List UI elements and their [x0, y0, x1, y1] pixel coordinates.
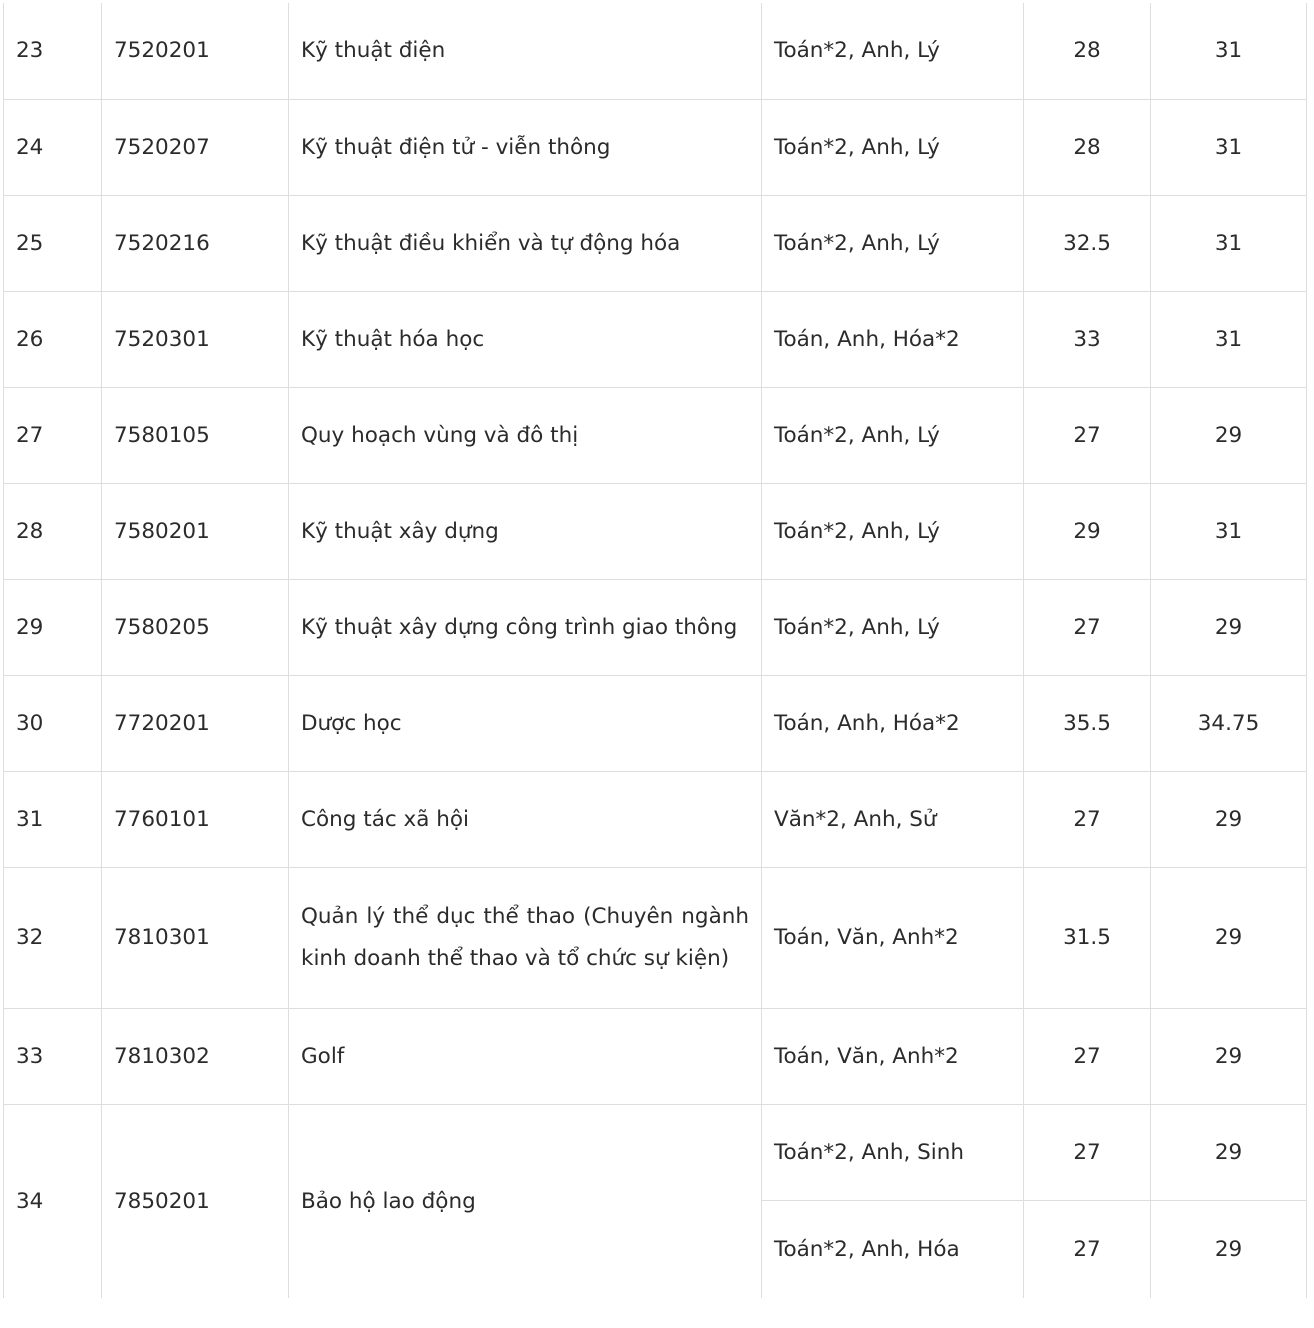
major-code-cell: 7580105: [102, 387, 289, 483]
table-row: [4, 3, 1307, 99]
major-name-cell: Kỹ thuật điều khiển và tự động hóa: [289, 195, 762, 291]
stt-cell: 26: [4, 291, 102, 387]
major-code-cell: 7580201: [102, 483, 289, 579]
table-row: [4, 579, 1307, 675]
score-cell: 27: [1024, 387, 1151, 483]
subject-combo-cell: Toán*2, Anh, Lý: [762, 3, 1024, 99]
subject-combo-cell: Toán*2, Anh, Sinh: [762, 1104, 1024, 1200]
table-row: [4, 867, 1307, 1008]
score-cell: 31.5: [1024, 867, 1151, 1008]
stt-cell: 33: [4, 1008, 102, 1104]
subject-combo-cell: Toán*2, Anh, Lý: [762, 195, 1024, 291]
major-name-cell: Bảo hộ lao động: [289, 1104, 762, 1298]
major-name-cell: Quản lý thể dục thể thao (Chuyên ngành kinh doanh thể thao và tổ chức sự kiện): [289, 867, 762, 1008]
stt-cell: 34: [4, 1104, 102, 1298]
subject-combo-cell: Toán*2, Anh, Lý: [762, 99, 1024, 195]
stt-cell: 25: [4, 195, 102, 291]
table-row: [4, 675, 1307, 771]
stt-cell: 28: [4, 483, 102, 579]
major-name-cell: Công tác xã hội: [289, 771, 762, 867]
major-code-cell: 7520207: [102, 99, 289, 195]
major-code-cell: 7520201: [102, 3, 289, 99]
stt-cell: 32: [4, 867, 102, 1008]
score-cell: 29: [1151, 579, 1307, 675]
stt-cell: 29: [4, 579, 102, 675]
major-code-cell: 7720201: [102, 675, 289, 771]
major-code-cell: 7760101: [102, 771, 289, 867]
score-cell: 28: [1024, 99, 1151, 195]
score-cell: 31: [1151, 291, 1307, 387]
subject-combo-cell: Toán, Anh, Hóa*2: [762, 291, 1024, 387]
score-cell: 27: [1024, 771, 1151, 867]
major-name-cell: Kỹ thuật xây dựng: [289, 483, 762, 579]
subject-combo-cell: Văn*2, Anh, Sử: [762, 771, 1024, 867]
major-code-cell: 7520301: [102, 291, 289, 387]
subject-combo-cell: Toán*2, Anh, Lý: [762, 483, 1024, 579]
table-row: [4, 1008, 1307, 1104]
subject-combo-cell: Toán, Anh, Hóa*2: [762, 675, 1024, 771]
table-row: [4, 483, 1307, 579]
score-cell: 27: [1024, 579, 1151, 675]
score-cell: 29: [1024, 483, 1151, 579]
major-name-cell: Kỹ thuật xây dựng công trình giao thông: [289, 579, 762, 675]
stt-cell: 31: [4, 771, 102, 867]
major-code-cell: 7580205: [102, 579, 289, 675]
subject-combo-cell: Toán*2, Anh, Lý: [762, 387, 1024, 483]
major-name-cell: Kỹ thuật điện: [289, 3, 762, 99]
stt-cell: 30: [4, 675, 102, 771]
score-cell: 29: [1151, 1104, 1307, 1200]
score-cell: 29: [1151, 867, 1307, 1008]
score-cell: 35.5: [1024, 675, 1151, 771]
major-name-cell: Kỹ thuật hóa học: [289, 291, 762, 387]
table-row: [4, 99, 1307, 195]
score-cell: 29: [1151, 1200, 1307, 1298]
score-cell: 29: [1151, 387, 1307, 483]
table-row: [4, 291, 1307, 387]
score-cell: 29: [1151, 771, 1307, 867]
score-cell: 27: [1024, 1008, 1151, 1104]
score-cell: 31: [1151, 3, 1307, 99]
major-name-cell: Golf: [289, 1008, 762, 1104]
subject-combo-cell: Toán, Văn, Anh*2: [762, 1008, 1024, 1104]
major-name-cell: Kỹ thuật điện tử - viễn thông: [289, 99, 762, 195]
stt-cell: 23: [4, 3, 102, 99]
score-cell: 31: [1151, 99, 1307, 195]
table-row: [4, 387, 1307, 483]
admission-scores-table: [3, 3, 1307, 1298]
subject-combo-cell: Toán, Văn, Anh*2: [762, 867, 1024, 1008]
score-cell: 27: [1024, 1104, 1151, 1200]
major-code-cell: 7520216: [102, 195, 289, 291]
stt-cell: 24: [4, 99, 102, 195]
major-name-cell: Dược học: [289, 675, 762, 771]
score-cell: 29: [1151, 1008, 1307, 1104]
score-cell: 31: [1151, 483, 1307, 579]
score-cell: 32.5: [1024, 195, 1151, 291]
score-cell: 28: [1024, 3, 1151, 99]
score-cell: 34.75: [1151, 675, 1307, 771]
subject-combo-cell: Toán*2, Anh, Hóa: [762, 1200, 1024, 1298]
major-code-cell: 7810301: [102, 867, 289, 1008]
subject-combo-cell: Toán*2, Anh, Lý: [762, 579, 1024, 675]
major-name-cell: Quy hoạch vùng và đô thị: [289, 387, 762, 483]
major-code-cell: 7850201: [102, 1104, 289, 1298]
table-row: [4, 771, 1307, 867]
major-code-cell: 7810302: [102, 1008, 289, 1104]
table-row: [4, 1104, 1307, 1200]
score-cell: 33: [1024, 291, 1151, 387]
score-cell: 31: [1151, 195, 1307, 291]
stt-cell: 27: [4, 387, 102, 483]
score-cell: 27: [1024, 1200, 1151, 1298]
table-row: [4, 195, 1307, 291]
